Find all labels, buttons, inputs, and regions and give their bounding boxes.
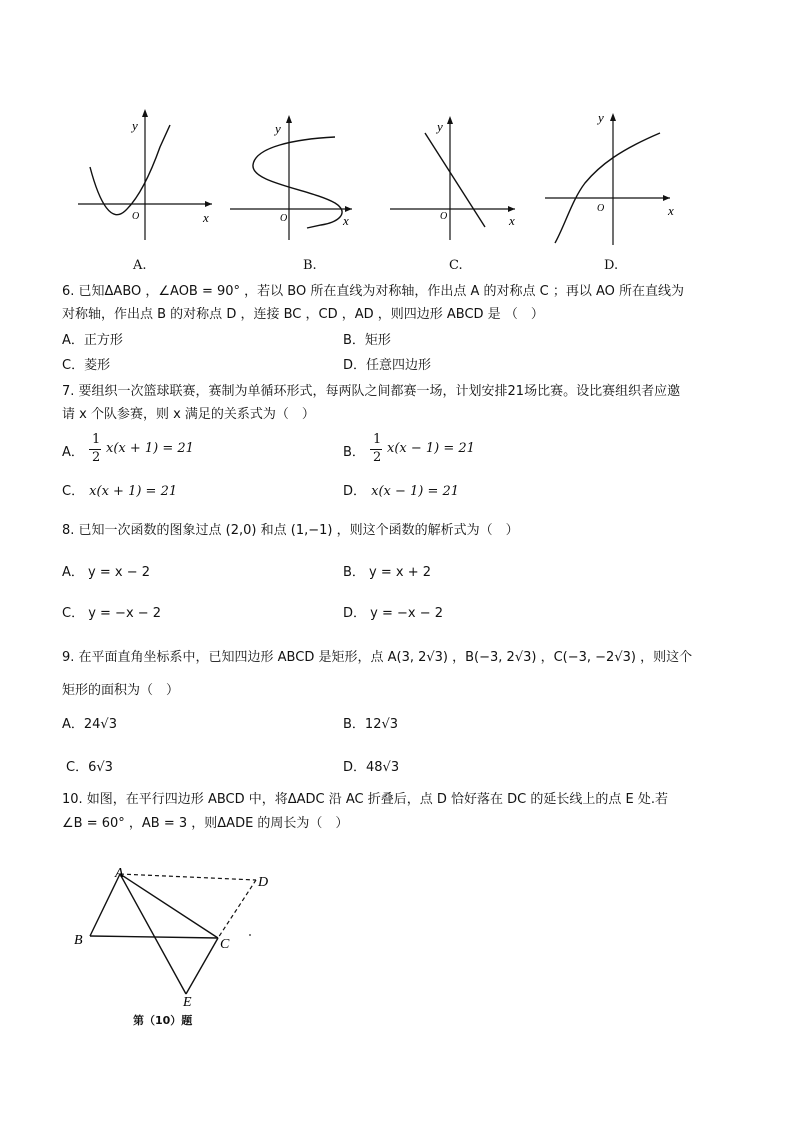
graph-option-b-letter[interactable]: B.: [303, 258, 317, 273]
graph-b-x-label: x: [343, 213, 349, 228]
q10-label-d: D: [258, 875, 269, 890]
q6-option-d[interactable]: D．任意四边形: [343, 358, 432, 373]
graph-c-y-label: y: [437, 119, 443, 134]
q8-option-b[interactable]: B． y = x + 2: [343, 565, 432, 580]
graph-option-a-letter[interactable]: A.: [133, 258, 147, 273]
q7-stem-line2: 请 x 个队参赛，则 x 满足的关系式为（ ）: [62, 407, 315, 422]
graph-option-c: [385, 105, 535, 250]
q10-label-c: C: [220, 937, 230, 952]
graph-d-y-label: y: [598, 110, 604, 125]
q9-option-d[interactable]: D．48√3: [343, 760, 400, 775]
q7-option-a-expr: x(x + 1) = 21: [106, 441, 194, 456]
q8-stem: 8. 已知一次函数的图象过点 (2,0) 和点 (1,−1) ，则这个函数的解析式为（ ）: [62, 523, 519, 538]
q7-option-d[interactable]: [343, 480, 603, 499]
q7-option-c[interactable]: [62, 480, 322, 499]
q9-option-a[interactable]: A．24√3: [62, 717, 117, 732]
q9-stem-line1: 9. 在平面直角坐标系中，已知四边形 ABCD 是矩形，点 A(3, 2√3) ，B(−3, 2√3) ，C(−3, −2√3) ，则这个: [62, 650, 693, 665]
q9-stem-line2: 矩形的面积为（ ）: [62, 683, 180, 698]
q10-label-a: A: [115, 866, 124, 881]
q7-option-c-letter: C．: [62, 484, 85, 499]
graph-c-origin: O: [440, 211, 448, 222]
q8-option-a[interactable]: A． y = x − 2: [62, 565, 150, 580]
graph-b-y-label: y: [275, 121, 281, 136]
graph-a-y-label: y: [132, 118, 138, 133]
q6-option-c[interactable]: C．菱形: [62, 358, 111, 373]
q7-option-c-expr: x(x + 1) = 21: [89, 484, 178, 499]
graph-option-d-letter[interactable]: D.: [604, 258, 619, 273]
q9-option-b[interactable]: B．12√3: [343, 717, 399, 732]
q7-option-b-frac-num: 1: [373, 432, 382, 447]
q8-option-c[interactable]: C． y = −x − 2: [62, 606, 162, 621]
q8-option-d[interactable]: D． y = −x − 2: [343, 606, 444, 621]
q7-option-a[interactable]: [62, 432, 322, 468]
q6-stem-line2: 对称轴，作出点 B 的对称点 D ，连接 BC ，CD ，AD ，则四边形 ABCD 是 （ ）: [62, 307, 544, 322]
q6-option-a[interactable]: A．正方形: [62, 333, 123, 348]
q7-option-a-frac-den: 2: [92, 450, 101, 465]
graph-a-origin: O: [132, 211, 140, 222]
q6-option-b[interactable]: B．矩形: [343, 333, 391, 348]
graph-option-c-letter[interactable]: C.: [449, 258, 463, 273]
graph-c-x-label: x: [509, 213, 515, 228]
q7-option-b-expr: x(x − 1) = 21: [387, 441, 475, 456]
q10-label-b: B: [74, 933, 83, 948]
graph-d-x-label: x: [668, 203, 674, 218]
q7-option-b-frac-den: 2: [373, 450, 382, 465]
graph-option-a: [70, 105, 220, 250]
q9-option-c[interactable]: C．6√3: [66, 760, 113, 775]
graph-d-origin: O: [597, 203, 605, 214]
q7-option-b-letter: B．: [343, 445, 365, 460]
q6-stem-line1: 6. 已知ΔABO ，∠AOB = 90° ，若以 BO 所在直线为对称轴，作出点 A 的对称点 C ；再以 AO 所在直线为: [62, 284, 685, 299]
q7-option-a-frac-num: 1: [92, 432, 101, 447]
graph-a-x-label: x: [203, 210, 209, 225]
graph-option-d: [540, 105, 690, 250]
graph-b-origin: O: [280, 213, 288, 224]
q10-stem-line2: ∠B = 60° ，AB = 3 ，则ΔADE 的周长为（ ）: [62, 816, 349, 831]
q7-stem-line1: 7. 要组织一次篮球联赛，赛制为单循环形式，每两队之间都赛一场，计划安排21场比赛。设比赛组织者应邀: [62, 384, 681, 399]
q10-stem-line1: 10. 如图，在平行四边形 ABCD 中，将ΔADC 沿 AC 折叠后，点 D 恰好落在 DC 的延长线上的点 E 处.若: [62, 792, 668, 807]
q7-option-b[interactable]: [343, 432, 603, 468]
graph-option-b: [225, 105, 375, 250]
q10-figure: [70, 862, 290, 1012]
q10-label-e: E: [183, 995, 192, 1010]
q7-option-a-letter: A．: [62, 445, 84, 460]
q7-option-d-expr: x(x − 1) = 21: [371, 484, 460, 499]
q10-figure-caption: 第（10）题: [133, 1014, 193, 1027]
q7-option-d-letter: D．: [343, 484, 367, 499]
